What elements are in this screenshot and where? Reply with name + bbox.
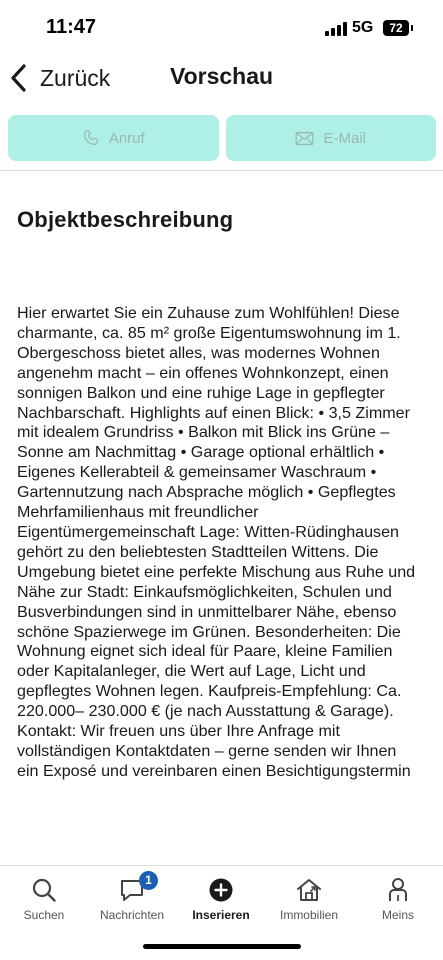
home-indicator: [143, 944, 301, 949]
nav-header: [0, 56, 443, 100]
status-bar: [0, 0, 443, 56]
divider: [0, 170, 443, 171]
plus-circle-icon: [208, 877, 234, 903]
network-type: 5G: [352, 19, 374, 36]
chevron-left-icon: [8, 61, 30, 95]
tab-messages-label: Nachrichten: [99, 908, 165, 922]
tab-properties[interactable]: [269, 874, 349, 922]
contact-actions: [8, 115, 436, 161]
status-time: 11:47: [46, 16, 97, 38]
property-description: Hier erwartet Sie ein Zuhause zum Wohlfühlen! Diese charmante, ca. 85 m² große Eigentumswohnung im 1. Obergeschoss bietet alles, was modernes Wohnen angenehm macht – ein offenes Wohnkonzept, einen sonnigen Balkon und eine ruhige Lage in gepflegter Nachbarschaft. Highlights auf einen Blick: • 3,5 Zimmer mit idealem Grundriss • Balkon mit Blick ins Grüne – Sonne am Nachmittag • Garage optional erhältlich • Eigenes Kellerabteil & gemeinsamer Waschraum • Gartennutzung nach Absprache möglich • Gepflegtes Mehrfamilienhaus mit freundlicher Eigentümergemeinschaft Lage: Witten-Rüdinghausen gehört zu den beliebtesten Stadtteilen Wittens. Die Umgebung bietet eine perfekte Mischung aus Ruhe und Nähe zur Stadt: Einkaufsmöglichkeiten, Schulen und Busverbindungen sind in unmittelbarer Nähe, ebenso schöne Spazierwege im Grünen. Besonderheiten: Die Wohnung eignet sich ideal für Paare, kleine Familien oder Kapitalanleger, die Wert auf Lage, Licht und gepflegtes Wohnen legen. Kaufpreis-Empfehlung: Ca. 220.000– 230.000 € (je nach Ausstattung & Garage). Kontakt: Wir freuen uns über Ihre Anfrage mit vollständigen Kontaktdaten – gerne senden wir Ihnen ein Exposé und vereinbaren einen Besichtigungstermin: [17, 304, 416, 780]
house-icon: [295, 877, 323, 903]
tab-profile-label: Meins: [381, 908, 414, 922]
tab-messages[interactable]: [92, 874, 172, 922]
email-label: E-Mail: [323, 129, 366, 147]
tab-create-listing-label: Inserieren: [192, 908, 250, 922]
mail-icon: [295, 131, 314, 146]
signal-icon: [325, 22, 347, 36]
call-button[interactable]: [8, 115, 219, 161]
tab-search-label: Suchen: [23, 908, 65, 922]
email-button[interactable]: [226, 115, 437, 161]
back-label: Zurück: [40, 64, 111, 91]
search-icon: [31, 877, 57, 903]
section-title: Objektbeschreibung: [17, 207, 234, 232]
unread-badge: 1: [139, 871, 158, 890]
battery-icon: 72: [383, 20, 409, 36]
page-title: Vorschau: [169, 63, 274, 89]
back-button[interactable]: [8, 60, 110, 96]
tab-create-listing[interactable]: [181, 874, 261, 922]
phone-icon: [82, 129, 100, 147]
tab-search[interactable]: [4, 874, 84, 922]
tab-profile[interactable]: [358, 874, 438, 922]
person-icon: [387, 877, 409, 903]
tab-properties-label: Immobilien: [279, 908, 339, 922]
call-label: Anruf: [108, 129, 145, 147]
